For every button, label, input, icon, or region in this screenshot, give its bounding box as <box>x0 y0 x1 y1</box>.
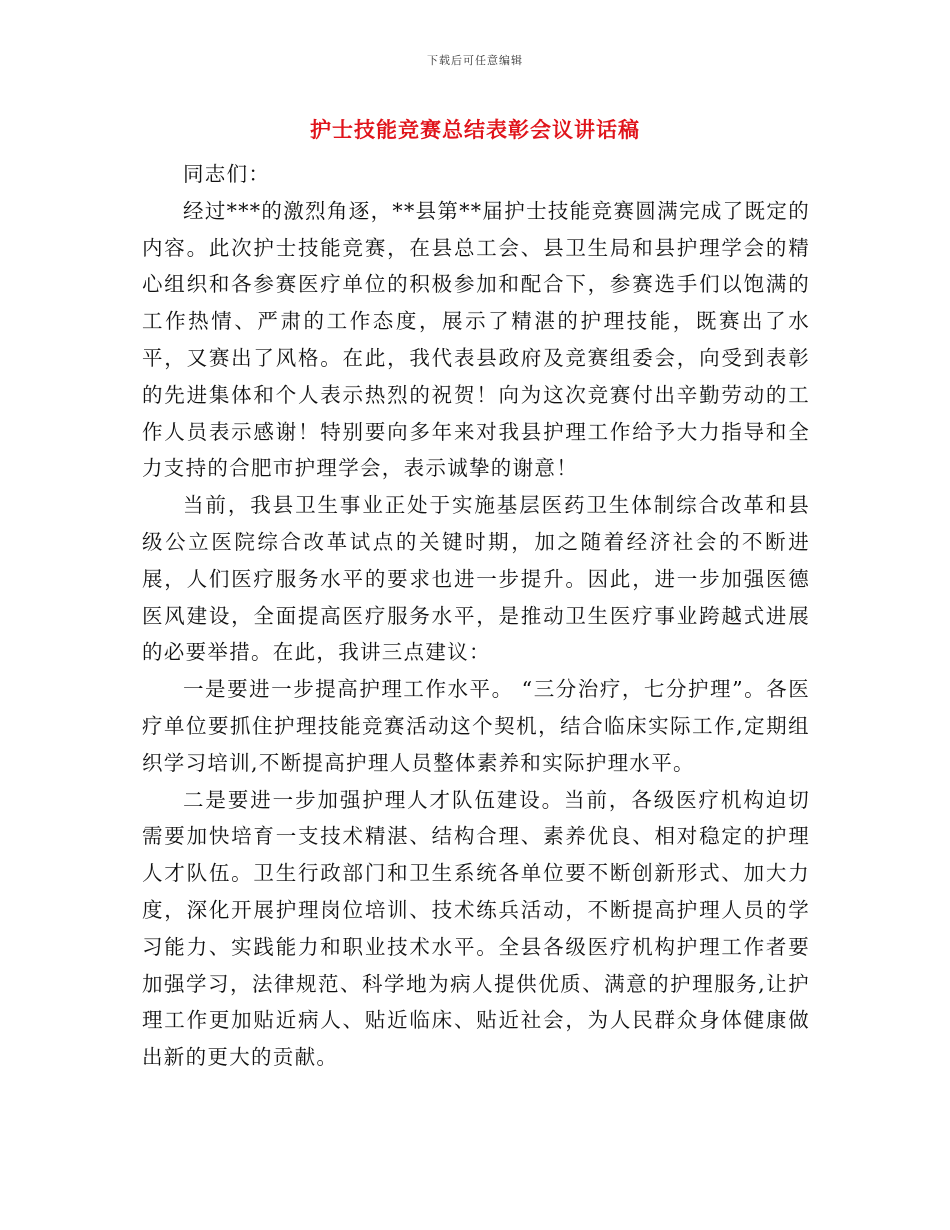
document-title: 护士技能竞赛总结表彰会议讲话稿 <box>310 118 640 142</box>
paragraph-1: 经过***的激烈角逐，**县第**届护士技能竞赛圆满完成了既定的内容。此次护士技能竞赛，在县总工会、县卫生局和县护理学会的精心组织和各参赛医疗单位的积极参加和配合下，参赛选手们以饱满的工作热情、严肃的工作态度，展示了精湛的护理技能，既赛出了水平，又赛出了风格。在此，我代表县政府及竞赛组委会，向受到表彰的先进集体和个人表示热烈的祝贺！向为这次竞赛付出辛勤劳动的工作人员表示感谢！特别要向多年来对我县护理工作给予大力指导和全力支持的合肥市护理学会，表示诚挚的谢意！ <box>142 198 810 481</box>
paragraph-2: 当前，我县卫生事业正处于实施基层医药卫生体制综合改革和县级公立医院综合改革试点的关键时期，加之随着经济社会的不断进展，人们医疗服务水平的要求也进一步提升。因此，进一步加强医德医风建设，全面提高医疗服务水平，是推动卫生医疗事业跨越式进展的必要举措。在此，我讲三点建议： <box>142 493 810 665</box>
paragraph-3: 一是要进一步提高护理工作水平。 “三分治疗，七分护理”。各医疗单位要抓住护理技能竞赛活动这个契机，结合临床实际工作,定期组织学习培训,不断提高护理人员整体素养和实际护理水平。 <box>142 677 810 775</box>
header-note: 下载后可任意编辑 <box>427 54 523 67</box>
document-body <box>142 156 810 1076</box>
paragraph-4: 二是要进一步加强护理人才队伍建设。当前，各级医疗机构迫切需要加快培育一支技术精湛、结构合理、素养优良、相对稳定的护理人才队伍。卫生行政部门和卫生系统各单位要不断创新形式、加大力度，深化开展护理岗位培训、技术练兵活动，不断提高护理人员的学习能力、实践能力和职业技术水平。全县各级医疗机构护理工作者要加强学习，法律规范、科学地为病人提供优质、满意的护理服务,让护理工作更加贴近病人、贴近临床、贴近社会，为人民群众身体健康做出新的更大的贡献。 <box>142 787 810 1070</box>
salutation: 同志们： <box>183 162 271 186</box>
